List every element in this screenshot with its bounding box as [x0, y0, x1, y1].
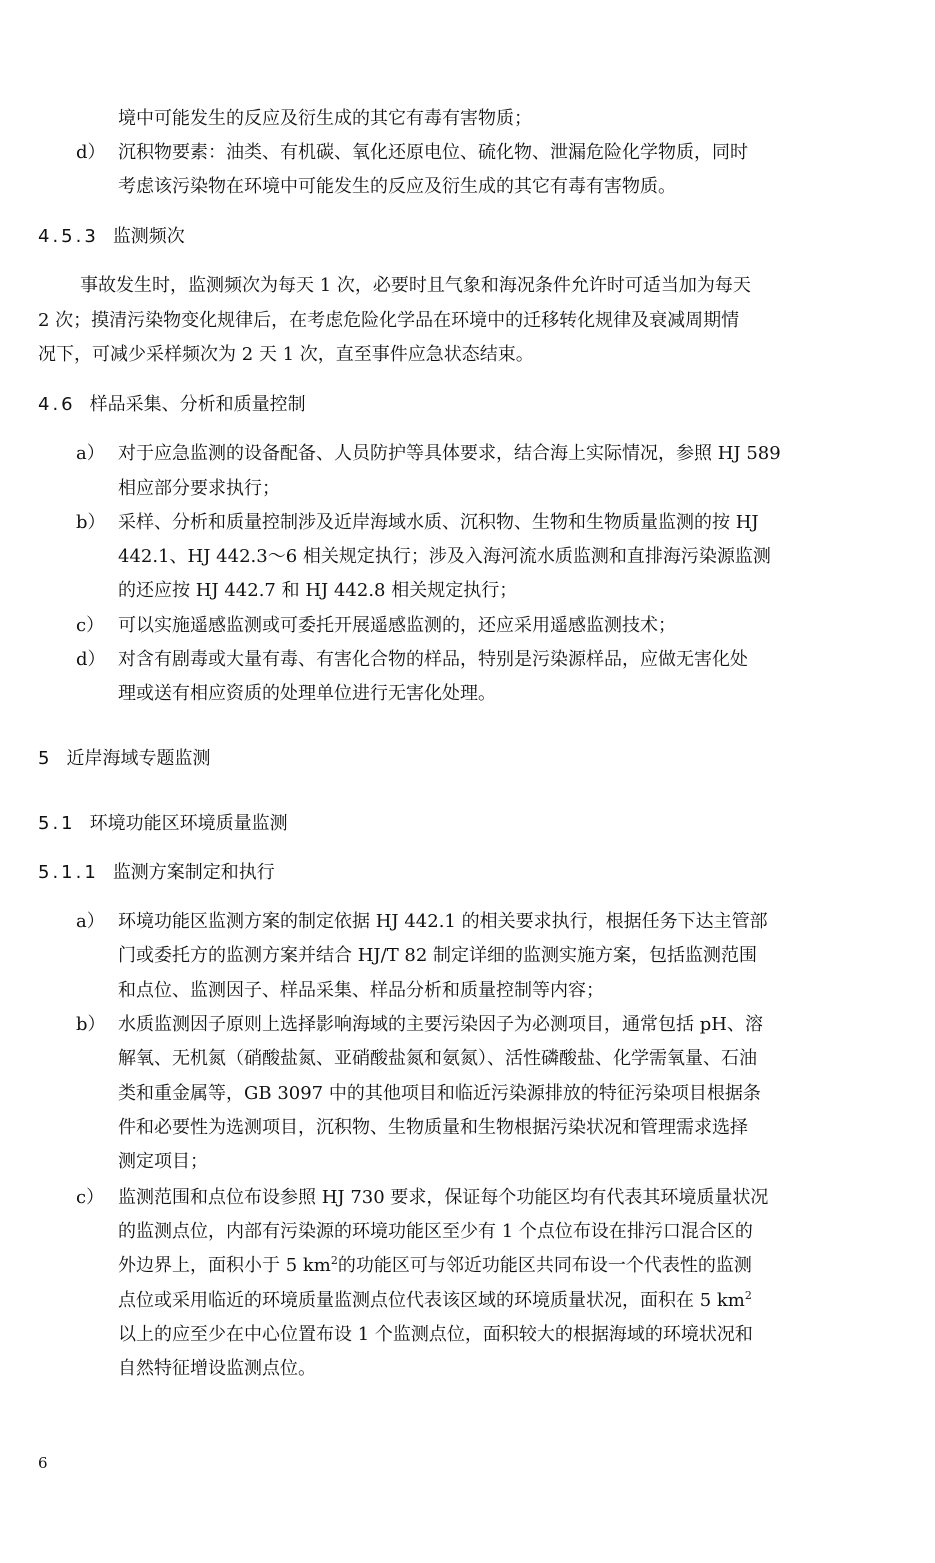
- paragraph-line: 况下，可减少采样频次为 2 天 1 次，直至事件应急状态结束。: [38, 344, 534, 365]
- list-item-line: 测定项目；: [118, 1151, 208, 1172]
- section-heading-4-6: [38, 393, 306, 417]
- list-item-line: 水质监测因子原则上选择影响海域的主要污染因子为必测项目，通常包括 pH、溶: [118, 1014, 763, 1035]
- list-item-line: 以上的应至少在中心位置布设 1 个监测点位，面积较大的根据海域的环境状况和: [118, 1324, 753, 1345]
- section-number: 5: [38, 748, 53, 769]
- list-item-line: 点位或采用临近的环境质量监测点位代表该区域的环境质量状况，面积在 5 $km^2$: [118, 1289, 752, 1311]
- section-heading-5-1-1: [38, 861, 275, 885]
- item-d-line: 沉积物要素：油类、有机碳、氧化还原电位、硫化物、泄漏危险化学物质，同时: [118, 142, 748, 163]
- section-heading-5-1: [38, 812, 288, 836]
- list-item-line: 采样、分析和质量控制涉及近岸海域水质、沉积物、生物和生物质量监测的按 HJ: [118, 512, 759, 533]
- list-item-label: c）: [76, 615, 105, 636]
- item-c-continuation: 境中可能发生的反应及衍生成的其它有毒有害物质；: [118, 108, 532, 129]
- list-item-line: 外边界上，面积小于 5 $km^2$的功能区可与邻近功能区共同布设一个代表性的监测: [118, 1254, 752, 1276]
- list-item-line: 类和重金属等，GB 3097 中的其他项目和临近污染源排放的特征污染项目根据条: [118, 1083, 761, 1104]
- list-item-label: d）: [76, 649, 106, 670]
- list-item-line: 门或委托方的监测方案并结合 HJ/T 82 制定详细的监测实施方案，包括监测范围: [118, 945, 758, 966]
- section-number: 4.6: [38, 394, 76, 415]
- section-heading-4-5-3: [38, 225, 185, 249]
- paragraph-line: 2 次；摸清污染物变化规律后，在考虑危险化学品在环境中的迁移转化规律及衰减周期情: [38, 310, 740, 331]
- list-item-line: 442.1、HJ 442.3～6 相关规定执行；涉及入海河流水质监测和直排海污染源监测: [118, 546, 771, 567]
- page-number: 6: [38, 1454, 48, 1472]
- item-d-line: 考虑该污染物在环境中可能发生的反应及衍生成的其它有毒有害物质。: [118, 176, 676, 197]
- list-item-line: 相应部分要求执行；: [118, 478, 280, 499]
- section-title: 环境功能区环境质量监测: [89, 813, 288, 834]
- list-item-line: 环境功能区监测方案的制定依据 HJ 442.1 的相关要求执行，根据任务下达主管部: [118, 911, 768, 932]
- list-item-line: 的监测点位，内部有污染源的环境功能区至少有 1 个点位布设在排污口混合区的: [118, 1221, 753, 1242]
- list-item-line: 和点位、监测因子、样品采集、样品分析和质量控制等内容；: [118, 980, 604, 1001]
- list-item-label: b）: [76, 1014, 106, 1035]
- section-title: 样品采集、分析和质量控制: [89, 394, 306, 415]
- list-item-line: 可以实施遥感监测或可委托开展遥感监测的，还应采用遥感监测技术；: [118, 615, 676, 636]
- list-item-line: 解氧、无机氮（硝酸盐氮、亚硝酸盐氮和氨氮）、活性磷酸盐、化学需氧量、石油: [118, 1048, 757, 1069]
- list-item-label: b）: [76, 512, 106, 533]
- list-item-line: 对含有剧毒或大量有毒、有害化合物的样品，特别是污染源样品，应做无害化处: [118, 649, 748, 670]
- list-item-label: a）: [76, 443, 105, 464]
- list-item-line: 对于应急监测的设备配备、人员防护等具体要求，结合海上实际情况，参照 HJ 589: [118, 443, 781, 464]
- section-title: 监测频次: [112, 226, 185, 247]
- section-number: 5.1.1: [38, 862, 99, 883]
- item-d-label: d）: [76, 142, 106, 163]
- section-title: 监测方案制定和执行: [112, 862, 275, 883]
- list-item-line: 自然特征增设监测点位。: [118, 1358, 316, 1379]
- list-item-line: 监测范围和点位布设参照 HJ 730 要求，保证每个功能区均有代表其环境质量状况: [118, 1187, 769, 1208]
- list-item-line: 理或送有相应资质的处理单位进行无害化处理。: [118, 683, 496, 704]
- section-title: 近岸海域专题监测: [66, 748, 211, 769]
- list-item-label: a）: [76, 911, 105, 932]
- section-number: 5.1: [38, 813, 76, 834]
- list-item-line: 件和必要性为选测项目，沉积物、生物质量和生物根据污染状况和管理需求选择: [118, 1117, 748, 1138]
- section-heading-5: [38, 747, 210, 771]
- list-item-line: 的还应按 HJ 442.7 和 HJ 442.8 相关规定执行；: [118, 580, 518, 601]
- paragraph-line: 事故发生时，监测频次为每天 1 次，必要时且气象和海况条件允许时可适当加为每天: [80, 275, 751, 296]
- section-number: 4.5.3: [38, 226, 99, 247]
- list-item-label: c）: [76, 1187, 105, 1208]
